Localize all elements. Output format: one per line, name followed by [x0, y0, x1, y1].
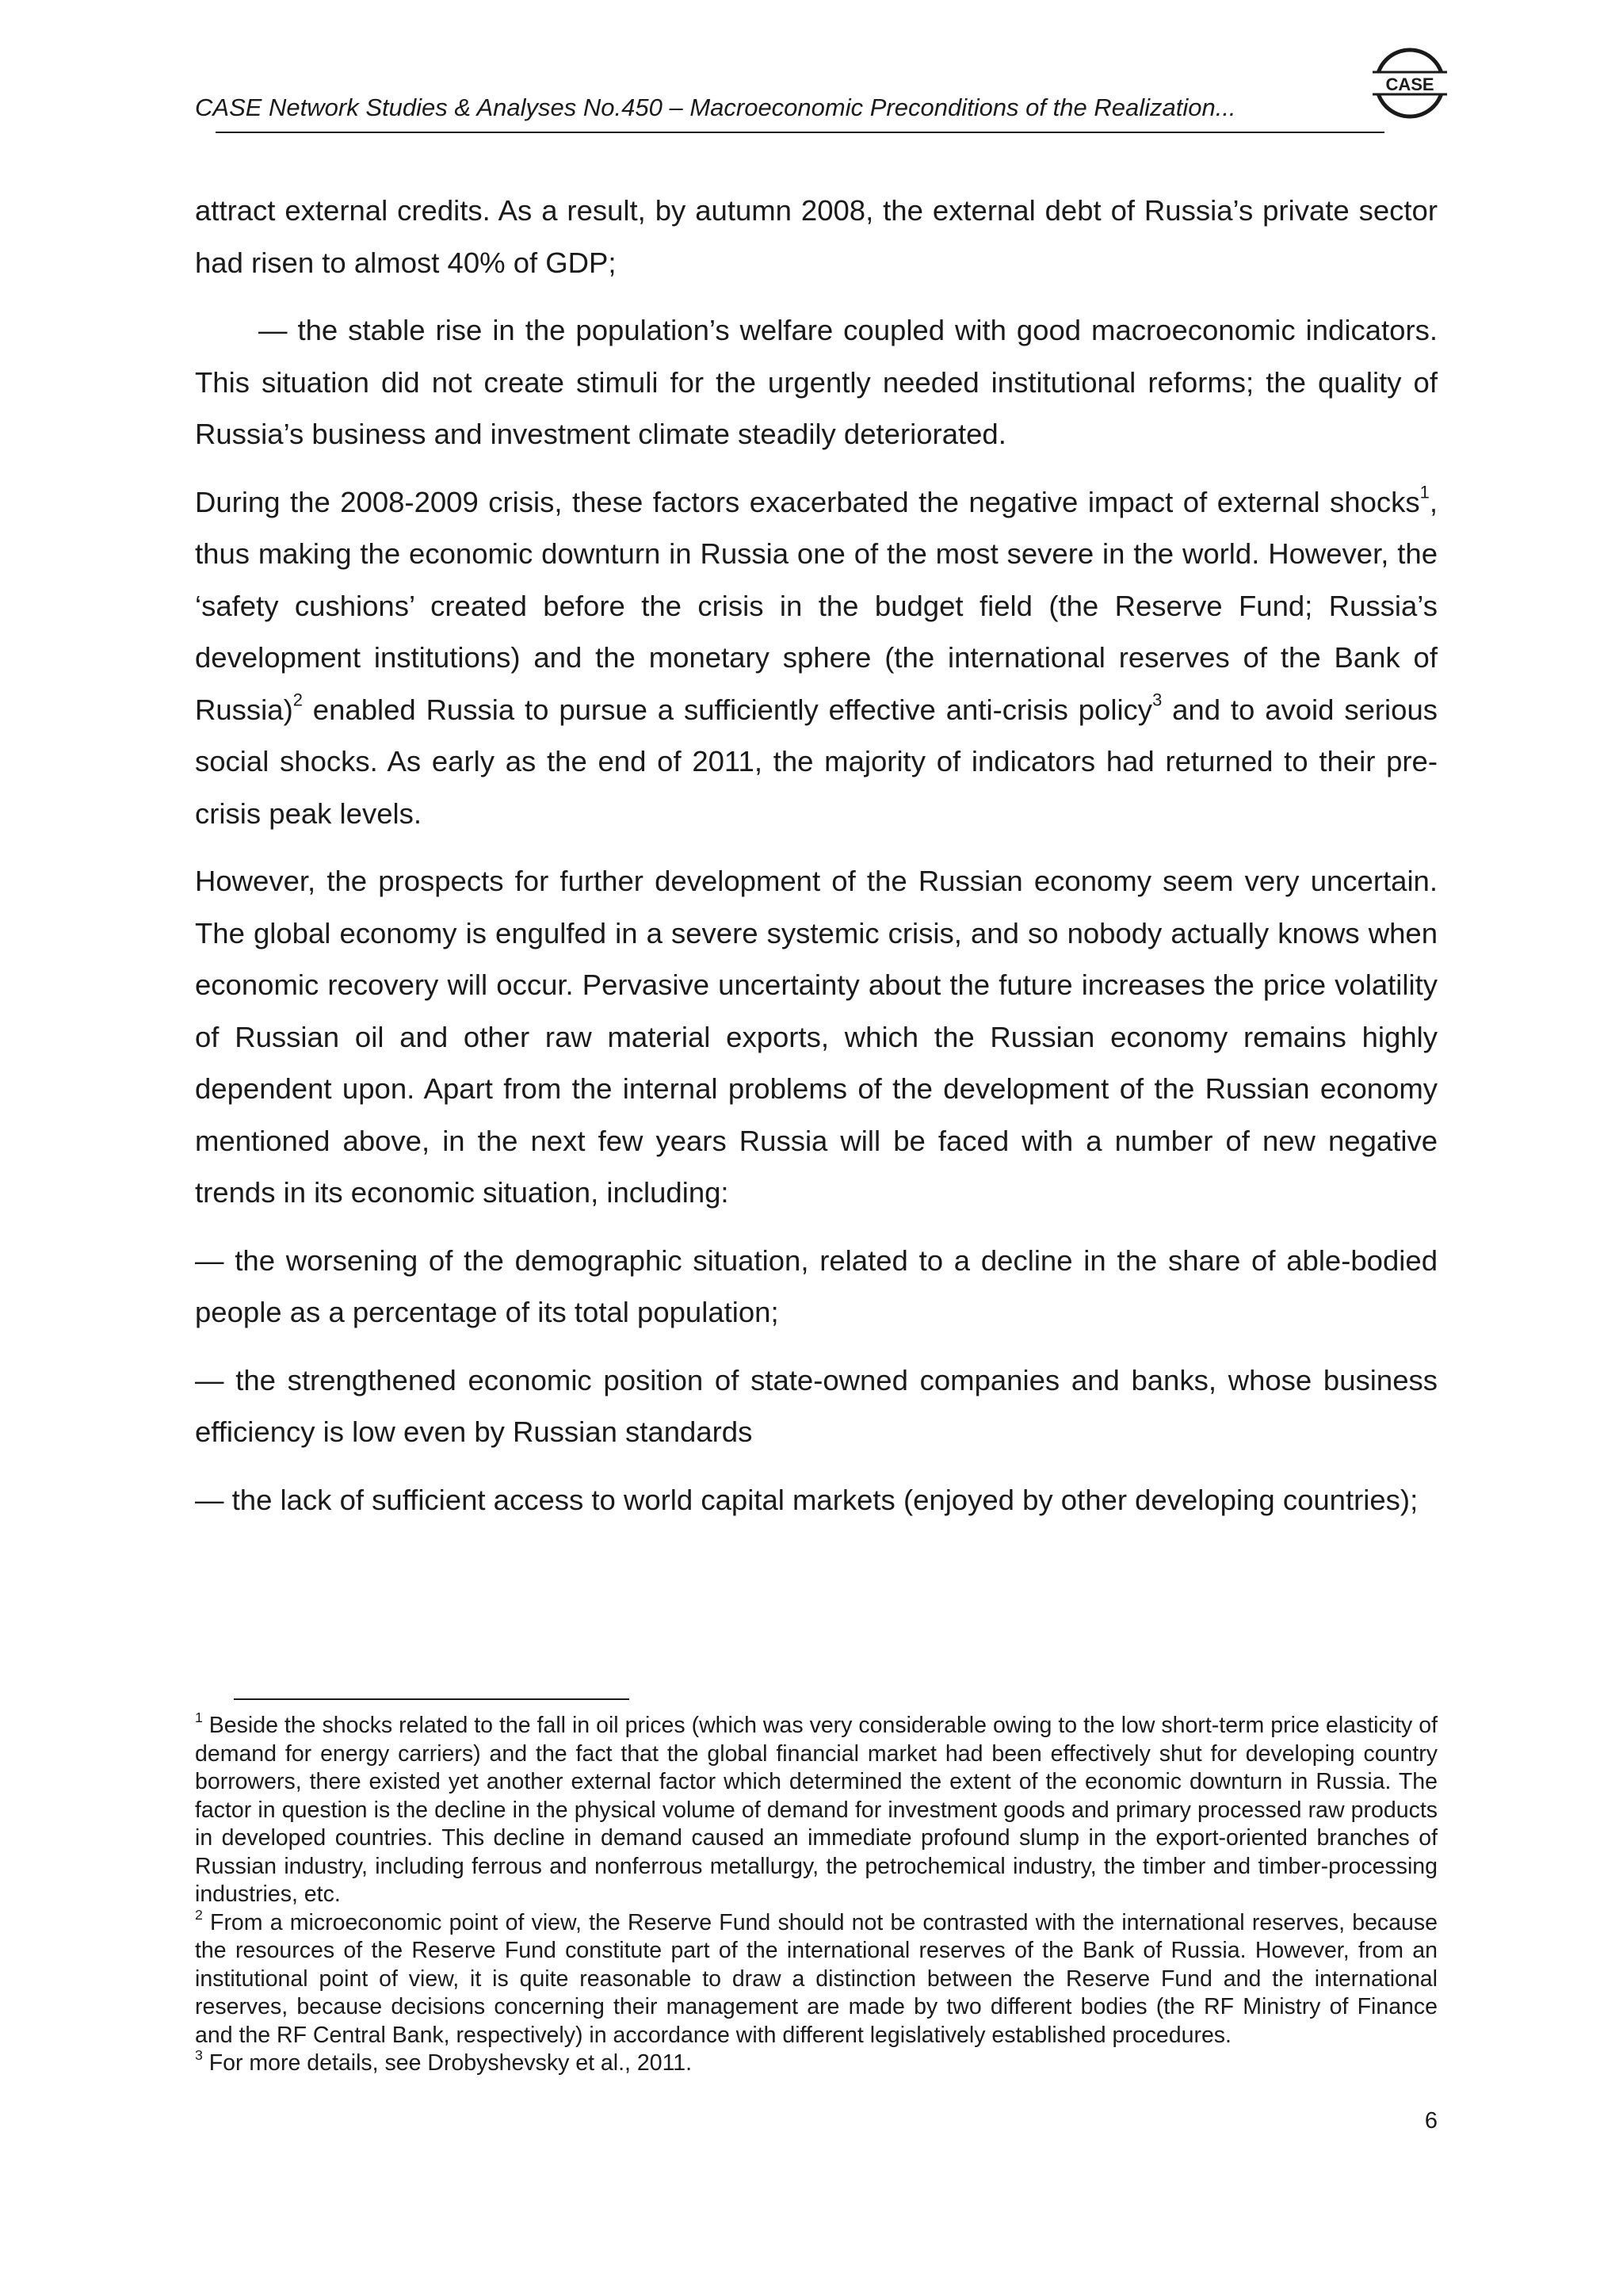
header-title: CASE Network Studies & Analyses No.450 – Macroeconomic Preconditions of the Realization...: [195, 94, 1236, 121]
footnote-2: [195, 1906, 1438, 2050]
footnote-1-text: Beside the shocks related to the fall in oil prices (which was very considerable owing to the low short-term price elasticity of demand for energy carriers) and the fact that the global financial market had been effectively shut for developing country borrowers, there existed yet another external factor which determined the extent of the economic downturn in Russia. The factor in question is the decline in the physical volume of demand for investment goods and primary processed raw products in developed countries. This decline in demand caused an immediate profound slump in the export-oriented branches of Russian industry, including ferrous and nonferrous metallurgy, the petrochemical industry, the timber and timber-processing industries, etc.: [195, 1713, 1438, 1907]
page-header: [195, 46, 1447, 133]
footnote-2-text: From a microeconomic point of view, the Reserve Fund should not be contrasted with the international reserves, because the resources of the Reserve Fund constitute part of the international reserves of the Bank of Russia. However, from an institutional point of view, it is quite reasonable to draw a distinction between the Reserve Fund and the international reserves, because decisions concerning their management are made by two different bodies (the RF Ministry of Finance and the RF Central Bank, respectively) in accordance with different legislatively established procedures.: [195, 1909, 1438, 2048]
paragraph-3-part-b: , thus making the economic downturn in Russia one of the most severe in the world. However, the ‘safety cushions’ created before the crisis in the budget field (the Reserve Fund; Russia’s development institutions) and the monetary sphere (the international reserves of the Bank of Russia): [195, 485, 1438, 726]
case-logo-text: CASE: [1385, 74, 1434, 94]
page-number: 6: [1424, 2108, 1438, 2134]
paragraph-3: [195, 476, 1438, 840]
footnote-3-number: 3: [195, 2046, 203, 2063]
paragraph-6: — the strengthened economic position of state-owned companies and banks, whose business efficiency is low even by Russian standards: [195, 1363, 1438, 1448]
footnote-3-text: For more details, see Drobyshevsky et al., 2011.: [202, 2050, 693, 2076]
paragraph-3-part-a: During the 2008-2009 crisis, these factors exacerbated the negative impact of external shocks: [195, 485, 1420, 518]
paragraph-3-part-d: and to avoid serious social shocks. As early as the end of 2011, the majority of indicators had returned to their pre-crisis peak levels.: [195, 693, 1438, 830]
footnote-ref-1[interactable]: 1: [1419, 481, 1430, 502]
footnote-3: [195, 2046, 1438, 2078]
body-text: [195, 185, 1438, 1541]
footnote-ref-2[interactable]: 2: [292, 689, 303, 709]
header-rule: [216, 132, 1384, 133]
paragraph-5: — the worsening of the demographic situation, related to a decline in the share of able-bodied people as a percentage of its total population;: [195, 1244, 1438, 1328]
paragraph-3-part-c: enabled Russia to pursue a sufficiently effective anti-crisis policy: [302, 693, 1153, 726]
paragraph-4: However, the prospects for further development of the Russian economy seem very uncertain. The global economy is engulfed in a severe systemic crisis, and so nobody actually knows when economic recovery will occur. Pervasive uncertainty about the future increases the price volatility of Russian oil and other raw material exports, which the Russian economy remains highly dependent upon. Apart from the internal problems of the development of the Russian economy mentioned above, in the next few years Russia will be faced with a number of new negative trends in its economic situation, including:: [195, 865, 1438, 1209]
footnote-ref-3[interactable]: 3: [1152, 689, 1163, 709]
paragraph-1: attract external credits. As a result, by autumn 2008, the external debt of Russia’s private sector had risen to almost 40% of GDP;: [195, 194, 1438, 279]
footnote-1: [195, 1709, 1438, 1909]
footnote-2-number: 2: [195, 1906, 203, 1923]
footnote-separator: [234, 1698, 629, 1700]
footnote-1-number: 1: [195, 1709, 203, 1725]
case-logo: [1373, 46, 1447, 120]
footnotes: [195, 1709, 1438, 2078]
paragraph-2: — the stable rise in the population’s welfare coupled with good macroeconomic indicators. This situation did not create stimuli for the urgently needed institutional reforms; the quality of Russia’s business and investment climate steadily deteriorated.: [195, 314, 1438, 450]
paragraph-7: — the lack of sufficient access to world capital markets (enjoyed by other developing countries);: [195, 1483, 1419, 1516]
